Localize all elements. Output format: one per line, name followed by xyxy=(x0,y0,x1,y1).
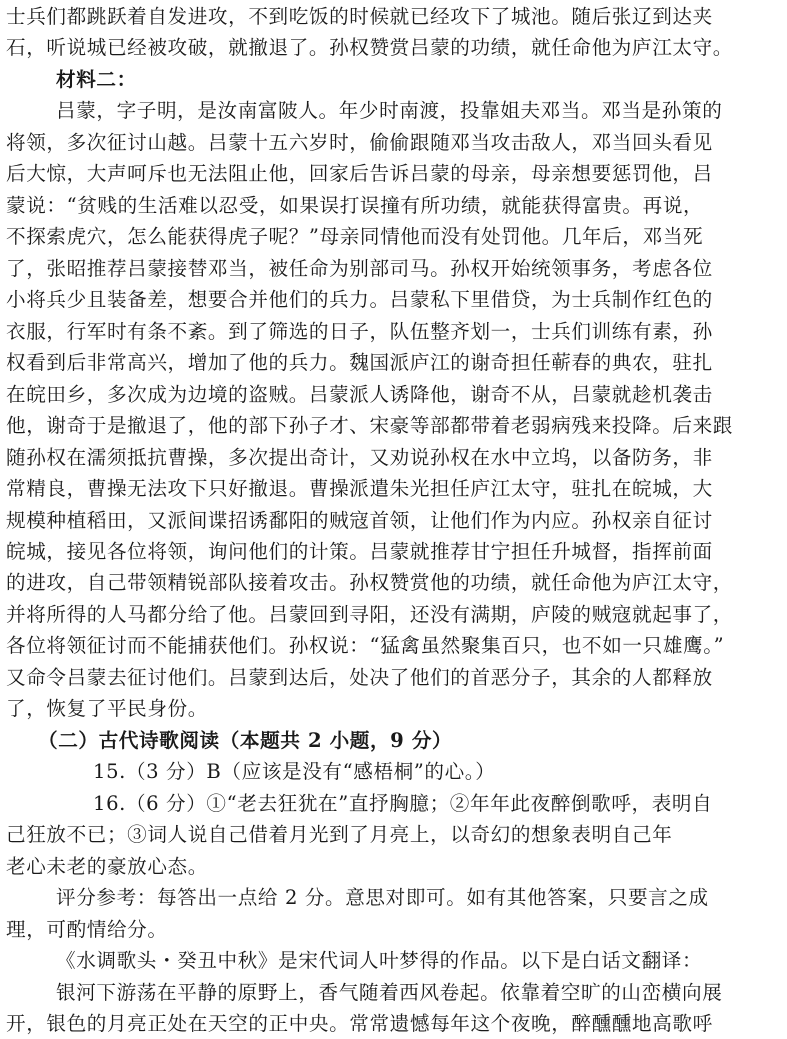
text-line-20: 并将所得的人马都分给了他。吕蒙回到寻阳，还没有满期，庐陵的贼寇就起事了， xyxy=(6,603,733,626)
text-line-16: 常精良，曹操无法攻下只好撤退。曹操派遣朱光担任庐江太守，驻扎在皖城，大 xyxy=(6,477,713,500)
text-line-12: 权看到后非常高兴，增加了他的兵力。魏国派庐江的谢奇担任蕲春的典农，驻扎 xyxy=(6,351,713,374)
text-line-5: 将领，多次征讨山越。吕蒙十五六岁时，偷偷跟随邓当攻击敌人，邓当回头看见 xyxy=(6,131,713,154)
text-line-10: 小将兵少且装备差，想要合并他们的兵力。吕蒙私下里借贷，为士兵制作红色的 xyxy=(6,288,713,311)
text-line-1: 士兵们都跳跃着自发进攻，不到吃饭的时候就已经攻下了城池。随后张辽到达夹 xyxy=(6,5,713,28)
text-line-15: 随孙权在濡须抵抗曹操，多次提出奇计，又劝说孙权在水中立坞，以备防务，非 xyxy=(6,446,713,469)
section-heading-poetry: （二）古代诗歌阅读（本题共 2 小题，9 分） xyxy=(38,729,453,752)
answer-16: 16.（6 分）①“老去狂犹在”直抒胸臆；②年年此夜醉倒歌呼，表明自 xyxy=(93,792,713,815)
text-line-4: 吕蒙，字子明，是汝南富陂人。年少时南渡，投靠姐夫邓当。邓当是孙策的 xyxy=(56,99,723,122)
text-line-17: 规模种植稻田，又派间谍招诱鄱阳的贼寇首领，让他们作为内应。孙权亲自征讨 xyxy=(6,509,713,532)
text-line-9: 了，张昭推荐吕蒙接替邓当，被任命为别部司马。孙权开始统领事务，考虑各位 xyxy=(6,257,713,280)
text-line-7: 蒙说：“贫贱的生活难以忍受，如果误打误撞有所功绩，就能获得富贵。再说， xyxy=(6,194,704,217)
text-line-32: 银河下游荡在平静的原野上，香气随着西风卷起。依靠着空旷的山峦横向展 xyxy=(56,981,723,1004)
text-line-23: 了，恢复了平民身份。 xyxy=(6,697,208,720)
text-line-30: 理，可酌情给分。 xyxy=(6,918,168,941)
text-line-11: 衣服，行军时有条不紊。到了筛选的日子，队伍整齐划一，士兵们训练有素，孙 xyxy=(6,320,713,343)
poem-intro: 《水调歌头・癸丑中秋》是宋代词人叶梦得的作品。以下是白话文翻译： xyxy=(56,949,703,972)
text-line-8: 不探索虎穴，怎么能获得虎子呢？”母亲同情他而没有处罚他。几年后，邓当死 xyxy=(6,225,704,248)
scoring-note: 评分参考：每答出一点给 2 分。意思对即可。如有其他答案，只要言之成 xyxy=(56,886,709,909)
text-line-14: 他，谢奇于是撤退了，他的部下孙子才、宋豪等部都带着老弱病残来投降。后来跟 xyxy=(6,414,733,437)
text-line-13: 在皖田乡，多次成为边境的盗贼。吕蒙派人诱降他，谢奇不从，吕蒙就趁机袭击 xyxy=(6,383,713,406)
text-line-18: 皖城，接见各位将领，询问他们的计策。吕蒙就推荐甘宁担任升城督，指挥前面 xyxy=(6,540,713,563)
text-line-33: 开，银色的月亮正处在天空的正中央。常常遗憾每年这个夜晚，醉醺醺地高歌呼 xyxy=(6,1012,713,1035)
text-line-2: 石，听说城已经被攻破，就撤退了。孙权赞赏吕蒙的功绩，就任命他为庐江太守。 xyxy=(6,36,733,59)
text-line-28: 老心未老的豪放心态。 xyxy=(6,855,208,878)
text-line-21: 各位将领征讨而不能捕获他们。孙权说：“猛禽虽然聚集百只，也不如一只雄鹰。” xyxy=(6,634,725,657)
text-line-27: 己狂放不已；③词人说自己借着月光到了月亮上，以奇幻的想象表明自己年 xyxy=(6,823,673,846)
text-line-22: 又命令吕蒙去征讨他们。吕蒙到达后，处决了他们的首恶分子，其余的人都释放 xyxy=(6,666,713,689)
text-line-19: 的进攻，自己带领精锐部队接着攻击。孙权赞赏他的功绩，就任命他为庐江太守， xyxy=(6,571,733,594)
answer-15: 15.（3 分）B（应该是没有“感梧桐”的心。） xyxy=(93,760,496,783)
text-line-6: 后大惊，大声呵斥也无法阻止他，回家后告诉吕蒙的母亲，母亲想要惩罚他，吕 xyxy=(6,162,713,185)
section-heading-material-2: 材料二： xyxy=(56,68,137,91)
